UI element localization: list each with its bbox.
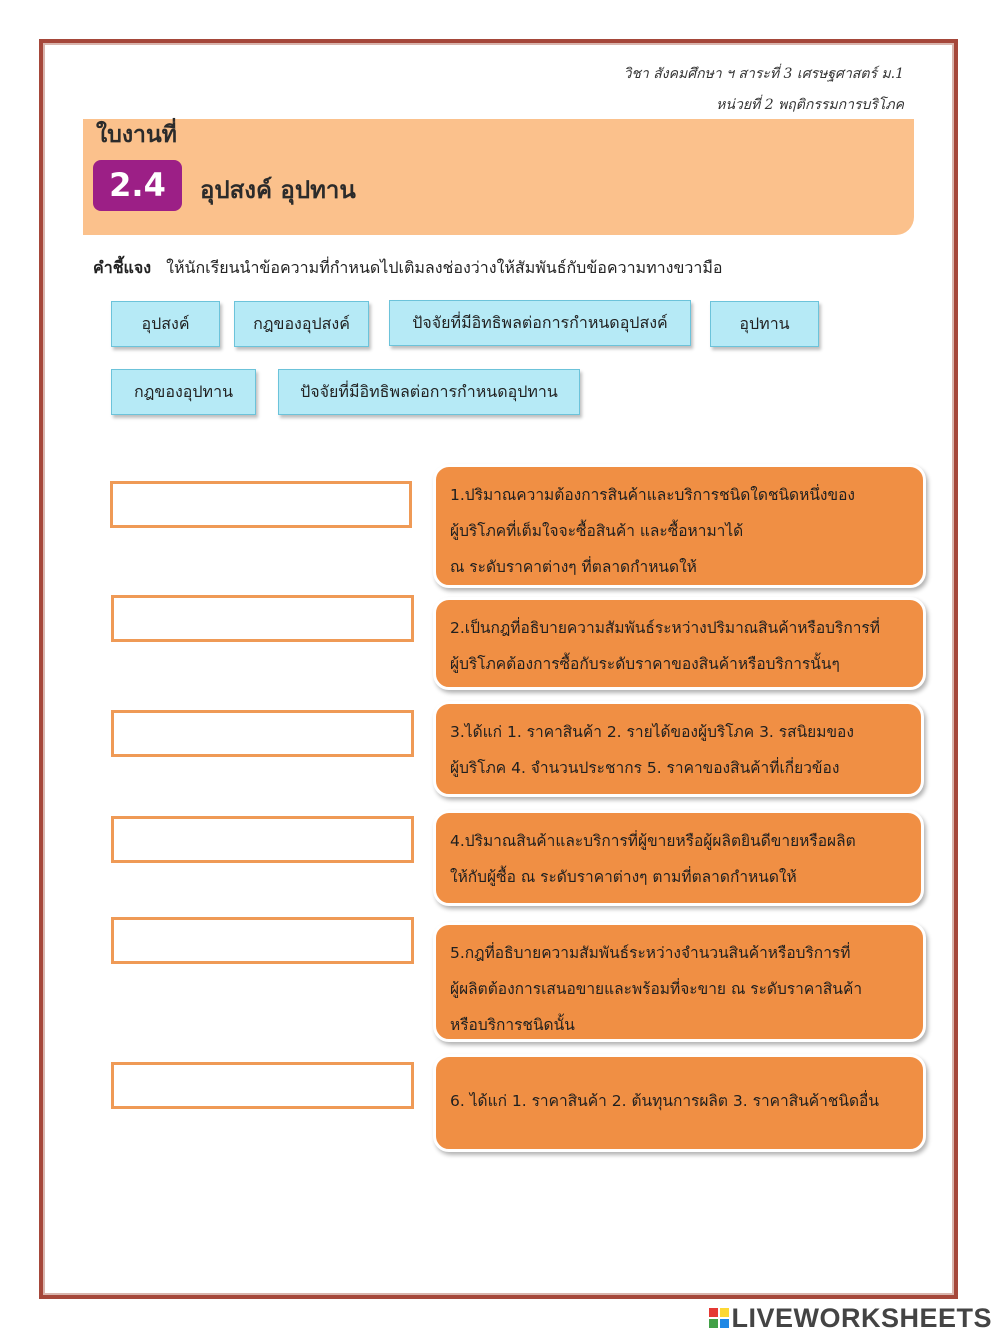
answer-blank-6[interactable] bbox=[111, 1062, 414, 1109]
brand-square bbox=[709, 1308, 718, 1317]
description-box-1 bbox=[433, 464, 926, 588]
worksheet-number-badge: 2.4 bbox=[93, 160, 182, 211]
instructions-label: คำชี้แจง bbox=[93, 258, 152, 277]
description-line: 4.ปริมาณสินค้าและบริการที่ผู้ขายหรือผู้ผลิตยินดีขายหรือผลิต bbox=[450, 832, 856, 850]
brand-square bbox=[720, 1319, 729, 1328]
description-box-4 bbox=[433, 810, 924, 906]
word-chip-supply-factors[interactable]: ปัจจัยที่มีอิทธิพลต่อการกำหนดอุปทาน bbox=[278, 369, 580, 415]
answer-blank-1[interactable] bbox=[110, 481, 412, 528]
answer-blank-5[interactable] bbox=[111, 917, 414, 964]
description-box-6 bbox=[433, 1054, 926, 1152]
description-line: 1.ปริมาณความต้องการสินค้าและบริการชนิดใดชนิดหนึ่งของ bbox=[450, 486, 855, 504]
description-line: ให้กับผู้ซื้อ ณ ระดับราคาต่างๆ ตามที่ตลาดกำหนดให้ bbox=[450, 868, 797, 886]
word-chip-law-of-demand[interactable]: กฎของอุปสงค์ bbox=[234, 301, 369, 347]
answer-blank-2[interactable] bbox=[111, 595, 414, 642]
brand-square bbox=[720, 1308, 729, 1317]
description-line: 6. ได้แก่ 1. ราคาสินค้า 2. ต้นทุนการผลิต 3. ราคาสินค้าชนิดอื่น bbox=[450, 1092, 879, 1110]
brand-square bbox=[709, 1319, 718, 1328]
liveworksheets-logo[interactable] bbox=[709, 1302, 992, 1334]
instructions bbox=[93, 256, 723, 281]
description-box-2 bbox=[433, 597, 926, 690]
worksheet-title: อุปสงค์ อุปทาน bbox=[200, 176, 356, 204]
description-box-5 bbox=[433, 922, 926, 1042]
description-line: ผู้บริโภคที่เต็มใจจะซื้อสินค้า และซื้อหามาได้ bbox=[450, 522, 744, 540]
description-line: ผู้บริโภค 4. จำนวนประชากร 5. ราคาของสินค้าที่เกี่ยวข้อง bbox=[450, 759, 840, 777]
word-chip-demand[interactable]: อุปสงค์ bbox=[111, 301, 220, 347]
answer-blank-4[interactable] bbox=[111, 816, 414, 863]
subject-line: วิชา สังคมศึกษา ฯ สาระที่ 3 เศรษฐศาสตร์ ม.1 bbox=[623, 66, 904, 82]
description-line: 5.กฎที่อธิบายความสัมพันธ์ระหว่างจำนวนสินค้าหรือบริการที่ bbox=[450, 944, 851, 962]
worksheet-kicker: ใบงานที่ bbox=[96, 122, 177, 148]
word-chip-demand-factors[interactable]: ปัจจัยที่มีอิทธิพลต่อการกำหนดอุปสงค์ bbox=[389, 300, 691, 346]
description-line: ผู้บริโภคต้องการซื้อกับระดับราคาของสินค้าหรือบริการนั้นๆ bbox=[450, 655, 840, 673]
brand-name: LIVEWORKSHEETS bbox=[731, 1302, 992, 1333]
description-line: ณ ระดับราคาต่างๆ ที่ตลาดกำหนดให้ bbox=[450, 558, 697, 576]
description-line: 2.เป็นกฎที่อธิบายความสัมพันธ์ระหว่างปริมาณสินค้าหรือบริการที่ bbox=[450, 619, 880, 637]
liveworksheets-mark-icon bbox=[709, 1308, 729, 1328]
unit-line: หน่วยที่ 2 พฤติกรรมการบริโภค bbox=[716, 97, 904, 113]
word-chip-supply[interactable]: อุปทาน bbox=[710, 301, 819, 347]
description-line: หรือบริการชนิดนั้น bbox=[450, 1016, 575, 1034]
description-line: 3.ได้แก่ 1. ราคาสินค้า 2. รายได้ของผู้บริโภค 3. รสนิยมของ bbox=[450, 723, 854, 741]
description-line: ผู้ผลิตต้องการเสนอขายและพร้อมที่จะขาย ณ ระดับราคาสินค้า bbox=[450, 980, 863, 998]
answer-blank-3[interactable] bbox=[111, 710, 414, 757]
word-chip-law-of-supply[interactable]: กฎของอุปทาน bbox=[111, 369, 256, 415]
instructions-text: ให้นักเรียนนำข้อความที่กำหนดไปเติมลงช่องว่างให้สัมพันธ์กับข้อความทางขวามือ bbox=[166, 258, 723, 277]
description-box-3 bbox=[433, 701, 924, 797]
